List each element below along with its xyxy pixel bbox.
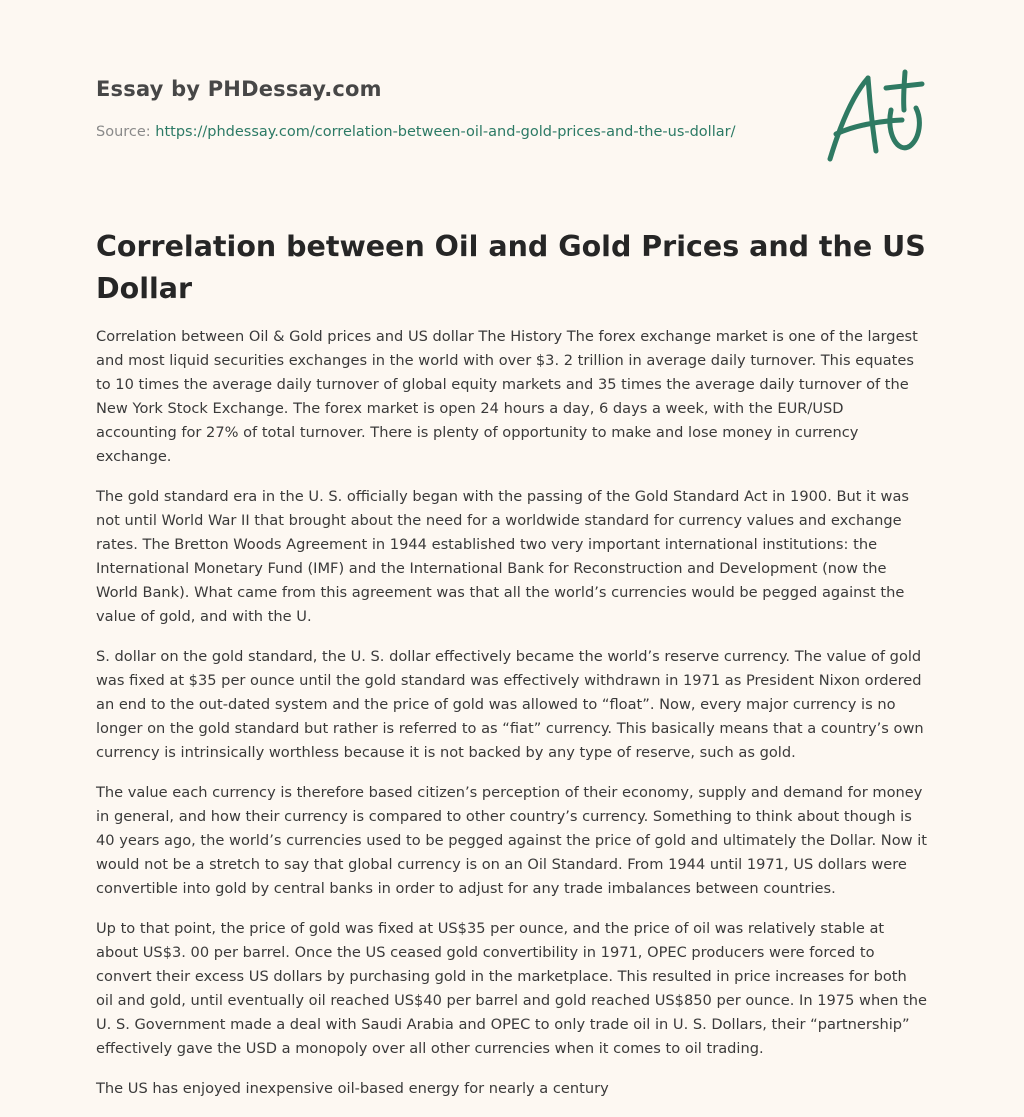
essay-paragraph: Correlation between Oil & Gold prices and US dollar The History The forex exchange market is one of the largest and most liquid securities exchanges in the world with over $3. 2 trillion in average daily turnover. This equates to 10 times the average daily turnover of global equity markets and 35 times the average daily turnover of the New York Stock Exchange. The forex market is open 24 hours a day, 6 days a week, with the EUR/USD accounting for 27% of total turnover. There is plenty of opportunity to make and lose money in currency exchange. — [96, 328, 918, 465]
source-label: Source: — [96, 124, 156, 140]
site-brand: Essay by PHDessay.com — [96, 77, 382, 101]
source-line — [96, 124, 735, 140]
essay-title: Correlation between Oil and Gold Prices and the US Dollar — [96, 230, 926, 305]
essay-paragraph: The gold standard era in the U. S. officially began with the passing of the Gold Standard Act in 1900. But it was not until World War II that brought about the need for a worldwide standard for currency values and exchange rates. The Bretton Woods Agreement in 1944 established two very important international institutions: the International Monetary Fund (IMF) and the International Bank for Reconstruction and Development (now the World Bank). What came from this agreement was that all the world’s currencies would be pegged against the value of gold, and with the U. — [96, 488, 909, 625]
a-plus-logo-icon — [818, 66, 930, 166]
essay-paragraph: Up to that point, the price of gold was fixed at US$35 per ounce, and the price of oil was relatively stable at about US$3. 00 per barrel. Once the US ceased gold convertibility in 1971, OPEC producers were forced to convert their excess US dollars by purchasing gold in the marketplace. This resulted in price increases for both oil and gold, until eventually oil reached US$40 per barrel and gold reached US$850 per ounce. In 1975 when the U. S. Government made a deal with Saudi Arabia and OPEC to only trade oil in U. S. Dollars, their “partnership” effectively gave the USD a monopoly over all other currencies when it comes to oil trading. — [96, 920, 928, 1057]
source-link[interactable]: https://phdessay.com/correlation-between-oil-and-gold-prices-and-the-us-dollar/ — [155, 124, 736, 140]
essay-paragraph: S. dollar on the gold standard, the U. S. dollar effectively became the world’s reserve currency. The value of gold was fixed at $35 per ounce until the gold standard was effectively withdrawn in 1971 as President Nixon ordered an end to the out-dated system and the price of gold was allowed to “float”. Now, every major currency is no longer on the gold standard but rather is referred to as “fiat” currency. This basically means that a country’s own currency is intrinsically worthless because it is not backed by any type of reserve, such as gold. — [96, 648, 924, 761]
essay-paragraph: The value each currency is therefore based citizen’s perception of their economy, supply and demand for money in general, and how their currency is compared to other country’s currency. Something to think about though is 40 years ago, the world’s currencies used to be pegged against the price of gold and ultimately the Dollar. Now it would not be a stretch to say that global currency is on an Oil Standard. From 1944 until 1971, US dollars were convertible into gold by central banks in order to adjust for any trade imbalances between countries. — [96, 784, 927, 897]
essay-paragraph: The US has enjoyed inexpensive oil-based energy for nearly a century — [96, 1080, 609, 1097]
essay-body — [96, 325, 928, 1117]
